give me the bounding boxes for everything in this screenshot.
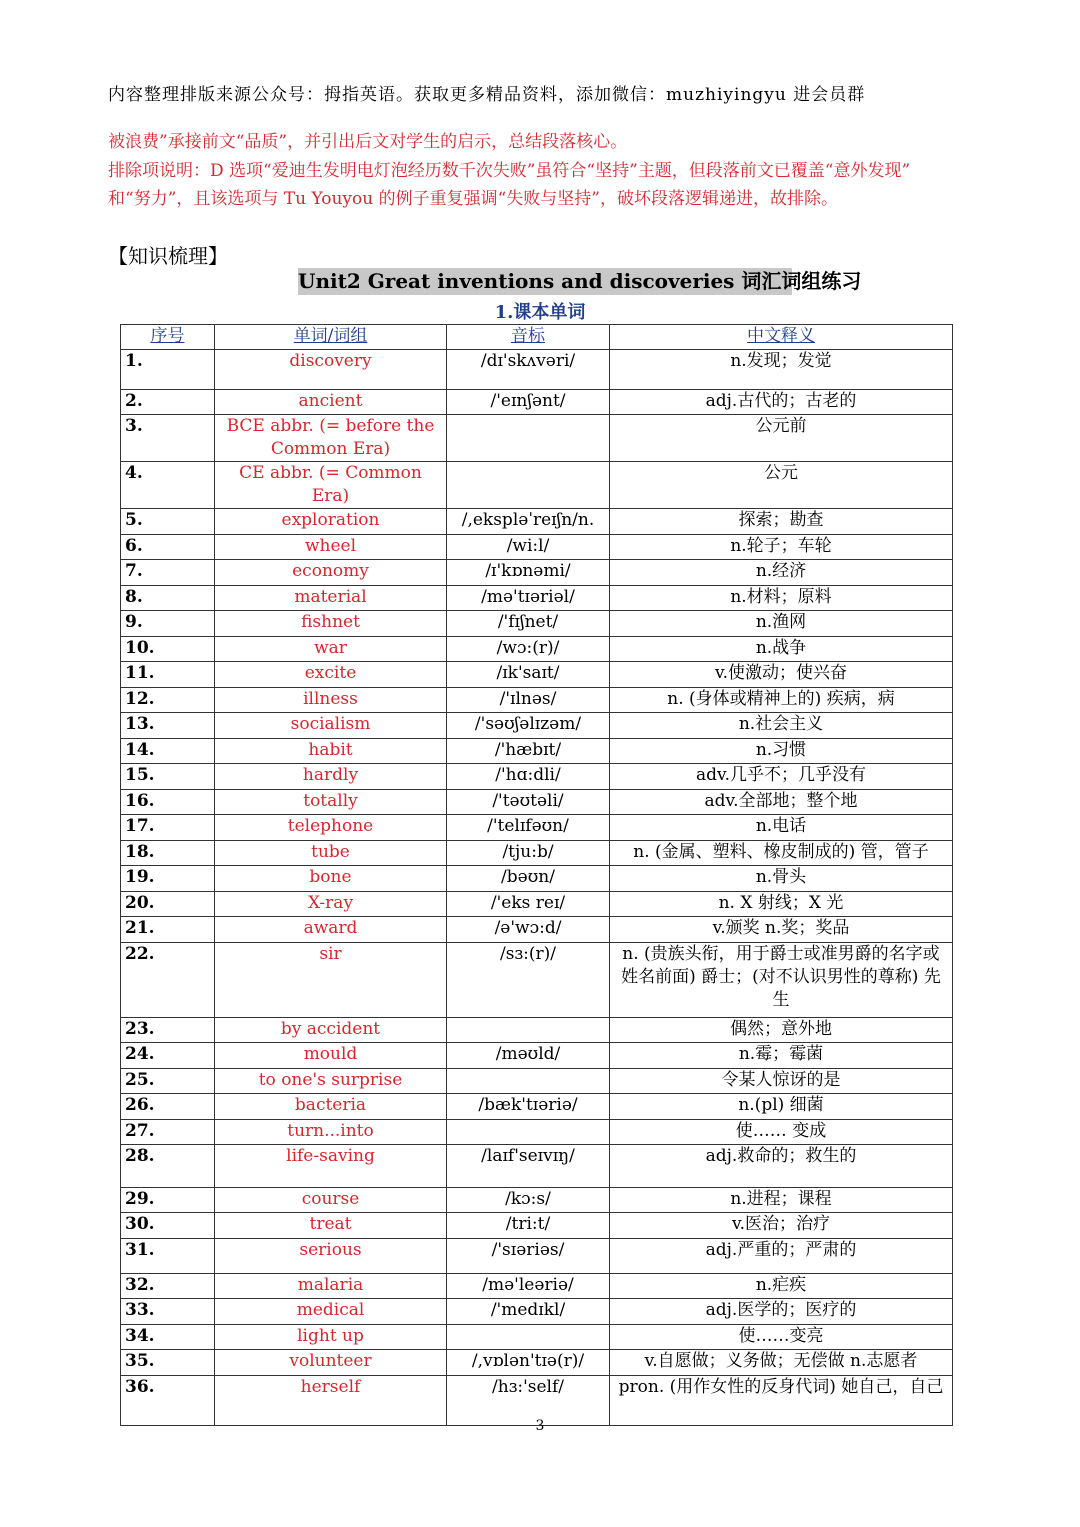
cell-phonetic: /hɜ:'self/ <box>447 1376 610 1426</box>
header-phonetic: 音标 <box>447 325 610 350</box>
cell-number: 18. <box>121 841 215 866</box>
cell-word: material <box>215 586 447 611</box>
cell-word: fishnet <box>215 611 447 637</box>
cell-word: socialism <box>215 713 447 739</box>
cell-word: illness <box>215 688 447 713</box>
cell-meaning: 公元前 <box>610 415 953 462</box>
cell-number: 15. <box>121 764 215 790</box>
cell-meaning: adv.全部地；整个地 <box>610 790 953 815</box>
cell-number: 35. <box>121 1350 215 1376</box>
cell-word: tube <box>215 841 447 866</box>
cell-phonetic: /,vɒlən'tɪə(r)/ <box>447 1350 610 1376</box>
table-row <box>121 535 953 560</box>
table-row <box>121 462 953 509</box>
cell-number: 22. <box>121 943 215 1018</box>
cell-phonetic <box>447 415 610 462</box>
cell-number: 32. <box>121 1274 215 1299</box>
cell-word: course <box>215 1188 447 1213</box>
cell-meaning: 探索；勘查 <box>610 509 953 535</box>
red-paragraph-line: 排除项说明：D 选项“爱迪生发明电灯泡经历数千次失败”虽符合“坚持”主题，但段落前文已覆盖“意外发现” <box>108 160 911 181</box>
cell-phonetic: /'medɪkl/ <box>447 1299 610 1325</box>
cell-word: volunteer <box>215 1350 447 1376</box>
cell-phonetic: /tri:t/ <box>447 1213 610 1239</box>
cell-number: 12. <box>121 688 215 713</box>
table-row <box>121 1043 953 1069</box>
cell-meaning: n. X 射线；X 光 <box>610 892 953 917</box>
cell-meaning: 使……变亮 <box>610 1325 953 1350</box>
cell-meaning: 使…… 变成 <box>610 1120 953 1145</box>
cell-number: 31. <box>121 1239 215 1274</box>
cell-meaning: n.战争 <box>610 637 953 662</box>
header-meaning: 中文释义 <box>610 325 953 350</box>
cell-phonetic: /wi:l/ <box>447 535 610 560</box>
table-row <box>121 415 953 462</box>
table-row <box>121 662 953 688</box>
cell-word: to one's surprise <box>215 1069 447 1094</box>
cell-word: serious <box>215 1239 447 1274</box>
cell-meaning: n.骨头 <box>610 866 953 892</box>
cell-meaning: n.材料；原料 <box>610 586 953 611</box>
table-row <box>121 560 953 586</box>
cell-word: exploration <box>215 509 447 535</box>
cell-phonetic: /,ekspləˈreɪʃn/n. <box>447 509 610 535</box>
cell-number: 10. <box>121 637 215 662</box>
cell-number: 29. <box>121 1188 215 1213</box>
cell-meaning: n. (金属、塑料、橡皮制成的) 管，管子 <box>610 841 953 866</box>
cell-meaning: n.发现；发觉 <box>610 350 953 390</box>
table-row <box>121 892 953 917</box>
table-row <box>121 815 953 841</box>
cell-phonetic: /dɪ'skʌvəri/ <box>447 350 610 390</box>
table-row <box>121 790 953 815</box>
table-row <box>121 1094 953 1120</box>
cell-number: 4. <box>121 462 215 509</box>
cell-phonetic: /'eɪnʃənt/ <box>447 390 610 415</box>
cell-number: 13. <box>121 713 215 739</box>
cell-meaning: v.医治；治疗 <box>610 1213 953 1239</box>
cell-meaning: 令某人惊讶的是 <box>610 1069 953 1094</box>
cell-phonetic <box>447 1120 610 1145</box>
cell-phonetic: /'ɪlnəs/ <box>447 688 610 713</box>
cell-number: 14. <box>121 739 215 764</box>
cell-word: herself <box>215 1376 447 1426</box>
cell-word: medical <box>215 1299 447 1325</box>
cell-number: 24. <box>121 1043 215 1069</box>
cell-number: 28. <box>121 1145 215 1188</box>
cell-word: BCE abbr. (= before the Common Era) <box>215 415 447 462</box>
table-row <box>121 866 953 892</box>
cell-word: ancient <box>215 390 447 415</box>
cell-meaning: n.经济 <box>610 560 953 586</box>
cell-phonetic: /'təʊtəli/ <box>447 790 610 815</box>
cell-phonetic: /'hɑ:dli/ <box>447 764 610 790</box>
cell-word: turn...into <box>215 1120 447 1145</box>
cell-meaning: v.使激动；使兴奋 <box>610 662 953 688</box>
cell-word: sir <box>215 943 447 1018</box>
cell-word: CE abbr. (= Common Era) <box>215 462 447 509</box>
cell-meaning: n.进程；课程 <box>610 1188 953 1213</box>
cell-phonetic: /'hæbɪt/ <box>447 739 610 764</box>
cell-meaning: n.轮子；车轮 <box>610 535 953 560</box>
page-number: 3 <box>535 1418 545 1434</box>
cell-number: 1. <box>121 350 215 390</box>
cell-meaning: adj.救命的；救生的 <box>610 1145 953 1188</box>
cell-number: 34. <box>121 1325 215 1350</box>
cell-phonetic: /sɜ:(r)/ <box>447 943 610 1018</box>
table-row <box>121 1188 953 1213</box>
table-row <box>121 1299 953 1325</box>
cell-phonetic <box>447 1018 610 1043</box>
cell-meaning: n. (身体或精神上的) 疾病，病 <box>610 688 953 713</box>
table-row <box>121 1069 953 1094</box>
cell-phonetic <box>447 1325 610 1350</box>
table-row <box>121 637 953 662</box>
cell-word: totally <box>215 790 447 815</box>
cell-phonetic <box>447 462 610 509</box>
cell-meaning: adv.几乎不；几乎没有 <box>610 764 953 790</box>
cell-meaning: n.霉；霉菌 <box>610 1043 953 1069</box>
cell-phonetic: /kɔ:s/ <box>447 1188 610 1213</box>
table-row <box>121 1120 953 1145</box>
cell-meaning: pron. (用作女性的反身代词) 她自己，自己 <box>610 1376 953 1426</box>
sub-title: 1.课本单词 <box>494 302 586 323</box>
cell-word: telephone <box>215 815 447 841</box>
table-row <box>121 713 953 739</box>
cell-number: 16. <box>121 790 215 815</box>
cell-meaning: n.习惯 <box>610 739 953 764</box>
table-row <box>121 917 953 943</box>
cell-meaning: adj.严重的；严肃的 <box>610 1239 953 1274</box>
cell-phonetic: /məʊld/ <box>447 1043 610 1069</box>
cell-phonetic: /mə'leəriə/ <box>447 1274 610 1299</box>
table-row <box>121 1018 953 1043</box>
cell-word: life-saving <box>215 1145 447 1188</box>
cell-word: economy <box>215 560 447 586</box>
table-row <box>121 1350 953 1376</box>
cell-phonetic: /ɪk'saɪt/ <box>447 662 610 688</box>
cell-word: light up <box>215 1325 447 1350</box>
cell-phonetic: /laɪf'seɪvɪŋ/ <box>447 1145 610 1188</box>
header-number: 序号 <box>121 325 215 350</box>
cell-number: 30. <box>121 1213 215 1239</box>
cell-word: wheel <box>215 535 447 560</box>
cell-meaning: n.渔网 <box>610 611 953 637</box>
cell-number: 7. <box>121 560 215 586</box>
cell-number: 8. <box>121 586 215 611</box>
table-row <box>121 390 953 415</box>
red-explanation-paragraph <box>108 128 988 214</box>
cell-word: discovery <box>215 350 447 390</box>
table-row <box>121 1274 953 1299</box>
cell-meaning: adj.古代的；古老的 <box>610 390 953 415</box>
cell-word: bacteria <box>215 1094 447 1120</box>
cell-number: 20. <box>121 892 215 917</box>
cell-meaning: 偶然；意外地 <box>610 1018 953 1043</box>
cell-number: 36. <box>121 1376 215 1426</box>
red-paragraph-line: 和“努力”，且该选项与 Tu Youyou 的例子重复强调“失败与坚持”，破坏段落逻辑递进，故排除。 <box>108 189 838 209</box>
table-row <box>121 1145 953 1188</box>
unit-title: Unit2 Great inventions and discoveries 词汇词组练习 <box>298 269 862 293</box>
cell-word: war <box>215 637 447 662</box>
table-row <box>121 841 953 866</box>
red-paragraph-line: 被浪费”承接前文“品质”，并引出后文对学生的启示，总结段落核心。 <box>108 132 628 152</box>
cell-word: excite <box>215 662 447 688</box>
cell-number: 9. <box>121 611 215 637</box>
cell-number: 19. <box>121 866 215 892</box>
cell-phonetic: /wɔ:(r)/ <box>447 637 610 662</box>
table-row <box>121 611 953 637</box>
cell-meaning: n.疟疾 <box>610 1274 953 1299</box>
cell-number: 17. <box>121 815 215 841</box>
cell-word: award <box>215 917 447 943</box>
table-row <box>121 943 953 1018</box>
cell-word: X-ray <box>215 892 447 917</box>
table-row <box>121 1325 953 1350</box>
cell-word: mould <box>215 1043 447 1069</box>
cell-phonetic: /'telɪfəʊn/ <box>447 815 610 841</box>
cell-meaning: n.社会主义 <box>610 713 953 739</box>
vocabulary-table <box>120 324 953 1426</box>
table-row <box>121 586 953 611</box>
cell-meaning: n.(pl) 细菌 <box>610 1094 953 1120</box>
table-body <box>121 350 953 1426</box>
cell-number: 21. <box>121 917 215 943</box>
cell-phonetic: /mə'tɪəriəl/ <box>447 586 610 611</box>
cell-word: by accident <box>215 1018 447 1043</box>
cell-phonetic <box>447 1069 610 1094</box>
table-header-row <box>121 325 953 350</box>
cell-number: 26. <box>121 1094 215 1120</box>
header-word: 单词/词组 <box>215 325 447 350</box>
cell-phonetic: /ə'wɔ:d/ <box>447 917 610 943</box>
cell-number: 3. <box>121 415 215 462</box>
section-title: 【知识梳理】 <box>108 244 228 268</box>
cell-meaning: v.自愿做；义务做；无偿做 n.志愿者 <box>610 1350 953 1376</box>
cell-meaning: 公元 <box>610 462 953 509</box>
cell-phonetic: /bæk'tɪəriə/ <box>447 1094 610 1120</box>
cell-word: bone <box>215 866 447 892</box>
cell-number: 23. <box>121 1018 215 1043</box>
cell-phonetic: /'səʊʃəlɪzəm/ <box>447 713 610 739</box>
cell-meaning: n.电话 <box>610 815 953 841</box>
cell-number: 33. <box>121 1299 215 1325</box>
table-row <box>121 764 953 790</box>
cell-phonetic: /'fɪʃnet/ <box>447 611 610 637</box>
cell-number: 5. <box>121 509 215 535</box>
cell-phonetic: /bəʊn/ <box>447 866 610 892</box>
table-row <box>121 509 953 535</box>
table-row <box>121 739 953 764</box>
cell-number: 11. <box>121 662 215 688</box>
table-row <box>121 350 953 390</box>
cell-phonetic: /'sɪəriəs/ <box>447 1239 610 1274</box>
table-row <box>121 1213 953 1239</box>
cell-phonetic: /ɪ'kɒnəmi/ <box>447 560 610 586</box>
cell-word: habit <box>215 739 447 764</box>
cell-phonetic: /'eks reɪ/ <box>447 892 610 917</box>
cell-number: 2. <box>121 390 215 415</box>
cell-word: hardly <box>215 764 447 790</box>
cell-number: 27. <box>121 1120 215 1145</box>
cell-word: malaria <box>215 1274 447 1299</box>
table-row <box>121 1239 953 1274</box>
cell-number: 6. <box>121 535 215 560</box>
cell-number: 25. <box>121 1069 215 1094</box>
cell-meaning: adj.医学的；医疗的 <box>610 1299 953 1325</box>
cell-meaning: v.颁奖 n.奖；奖品 <box>610 917 953 943</box>
cell-meaning: n. (贵族头衔，用于爵士或准男爵的名字或姓名前面) 爵士；(对不认识男性的尊称) 先生 <box>610 943 953 1018</box>
header-source-line: 内容整理排版来源公众号：拇指英语。获取更多精品资料，添加微信：muzhiyingyu 进会员群 <box>108 85 866 105</box>
cell-phonetic: /tju:b/ <box>447 841 610 866</box>
table-row <box>121 688 953 713</box>
cell-word: treat <box>215 1213 447 1239</box>
